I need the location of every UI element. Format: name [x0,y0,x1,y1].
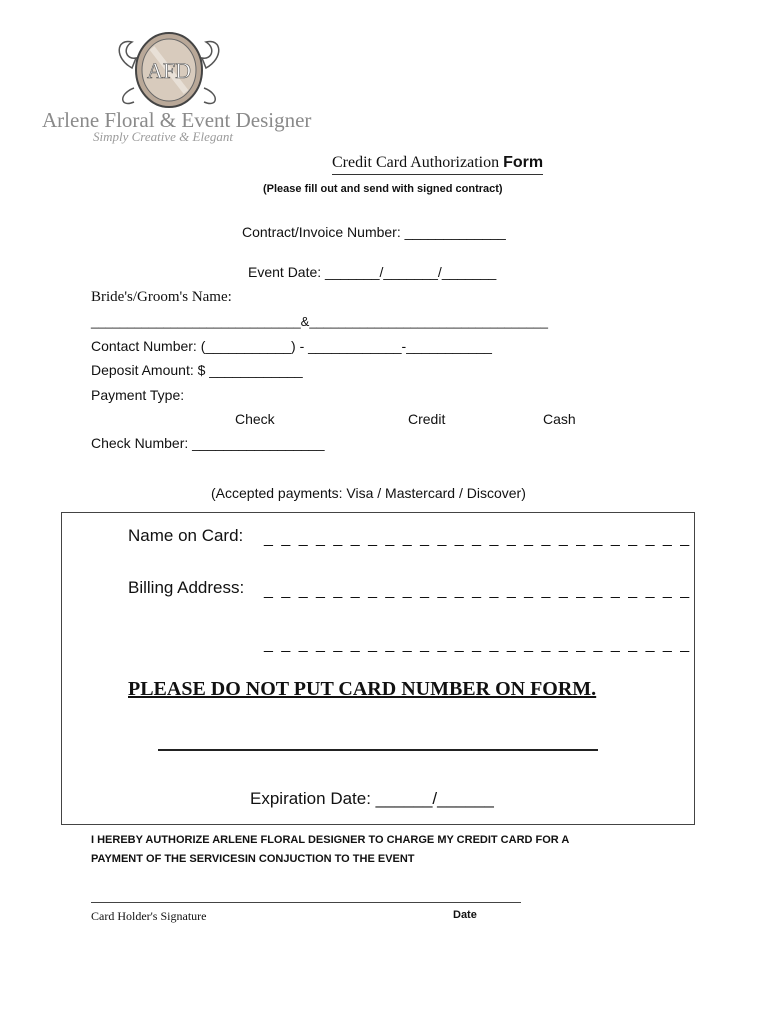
billing-address-label: Billing Address: [128,578,245,597]
names-field[interactable]: _____________________________&_________________________________ [91,314,548,329]
names-label: Bride's/Groom's Name: [91,289,232,305]
logo-text: AFD [146,58,192,83]
payment-type-label: Payment Type: [91,387,185,403]
signature-label: Card Holder's Signature [91,909,207,923]
billing-address-field-1[interactable]: _ _ _ _ _ _ _ _ _ _ _ _ _ _ _ _ _ _ _ _ _ _ _ _ _ [264,582,692,599]
check-number-field[interactable]: Check Number: _________________ [91,435,325,451]
card-info-box [61,512,695,825]
event-date-field[interactable]: Event Date: _______/_______/_______ [248,264,497,280]
form-title-emphasis: Form [503,154,544,171]
name-on-card-label: Name on Card: [128,526,244,545]
expiration-date-field[interactable]: Expiration Date: ______/______ [250,789,494,808]
contract-number-field[interactable]: Contract/Invoice Number: _____________ [242,224,506,240]
contact-number-field[interactable]: Contact Number: (___________) - ____________-___________ [91,338,492,354]
form-subtitle: (Please fill out and send with signed contract) [263,183,503,195]
authorization-text-line1: I HEREBY AUTHORIZE ARLENE FLORAL DESIGNER TO CHARGE MY CREDIT CARD FOR A [91,834,570,846]
date-label: Date [453,909,477,921]
authorization-text-line2: PAYMENT OF THE SERVICESIN CONJUCTION TO THE EVENT [91,853,415,865]
signature-field[interactable] [91,902,521,903]
card-number-warning: PLEASE DO NOT PUT CARD NUMBER ON FORM. [128,678,597,700]
accepted-payments-note: (Accepted payments: Visa / Mastercard / Discover) [211,485,526,501]
payment-option-cash[interactable]: Cash [543,411,576,427]
payment-option-credit[interactable]: Credit [408,411,446,427]
brand-name: Arlene Floral & Event Designer [42,108,312,132]
form-title [332,154,543,175]
card-signature-line[interactable] [158,749,598,751]
payment-option-check[interactable]: Check [235,411,275,427]
brand-tagline: Simply Creative & Elegant [93,129,233,144]
company-logo [112,28,226,110]
billing-address-field-2[interactable]: _ _ _ _ _ _ _ _ _ _ _ _ _ _ _ _ _ _ _ _ _ _ _ _ _ [264,636,692,653]
name-on-card-field[interactable]: _ _ _ _ _ _ _ _ _ _ _ _ _ _ _ _ _ _ _ _ _ _ _ _ _ [264,530,692,547]
deposit-amount-field[interactable]: Deposit Amount: $ ____________ [91,362,303,378]
form-title-text: Credit Card Authorization [332,154,504,171]
